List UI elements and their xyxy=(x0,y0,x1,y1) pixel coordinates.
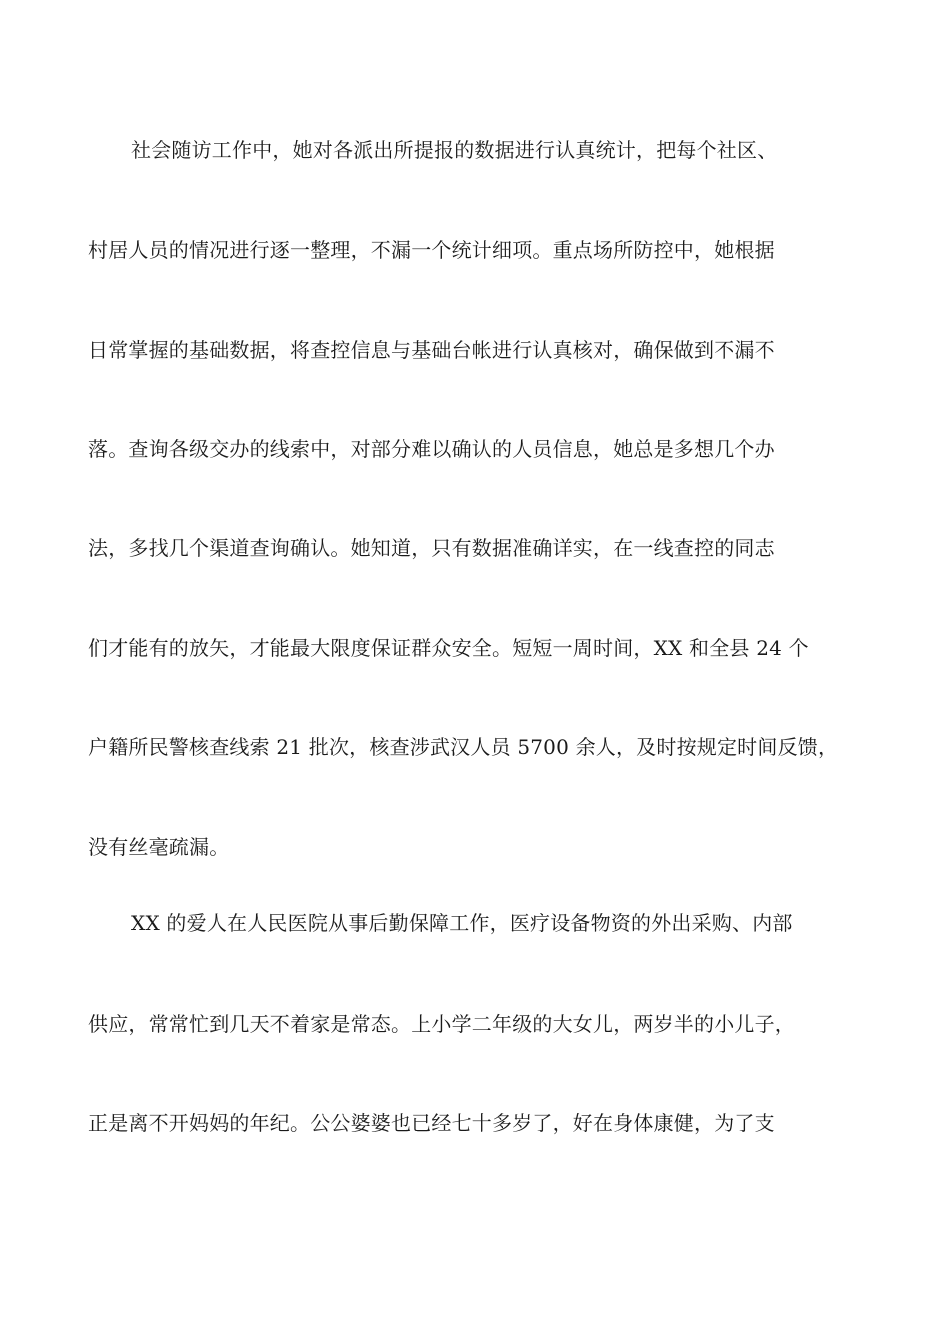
paragraph-1-line-8: 没有丝毫疏漏。 xyxy=(88,835,230,859)
paragraph-1-line-7: 户籍所民警核查线索 21 批次，核查涉武汉人员 5700 余人，及时按规定时间反馈， xyxy=(88,735,839,759)
paragraph-1-line-2: 村居人员的情况进行逐一整理，不漏一个统计细项。重点场所防控中，她根据 xyxy=(88,238,775,262)
paragraph-2-line-3: 正是离不开妈妈的年纪。公公婆婆也已经七十多岁了，好在身体康健，为了支 xyxy=(88,1111,775,1135)
paragraph-1-line-1: 社会随访工作中，她对各派出所提报的数据进行认真统计，把每个社区、 xyxy=(131,138,778,162)
paragraph-1-line-6: 们才能有的放矢，才能最大限度保证群众安全。短短一周时间，XX 和全县 24 个 xyxy=(88,636,809,660)
paragraph-1-line-3: 日常掌握的基础数据，将查控信息与基础台帐进行认真核对，确保做到不漏不 xyxy=(88,338,775,362)
paragraph-1-line-4: 落。查询各级交办的线索中，对部分难以确认的人员信息，她总是多想几个办 xyxy=(88,437,775,461)
paragraph-2-line-2: 供应，常常忙到几天不着家是常态。上小学二年级的大女儿，两岁半的小儿子， xyxy=(88,1012,795,1036)
paragraph-2-line-1: XX 的爱人在人民医院从事后勤保障工作，医疗设备物资的外出采购、内部 xyxy=(131,911,793,935)
paragraph-1-line-5: 法，多找几个渠道查询确认。她知道，只有数据准确详实，在一线查控的同志 xyxy=(88,536,775,560)
